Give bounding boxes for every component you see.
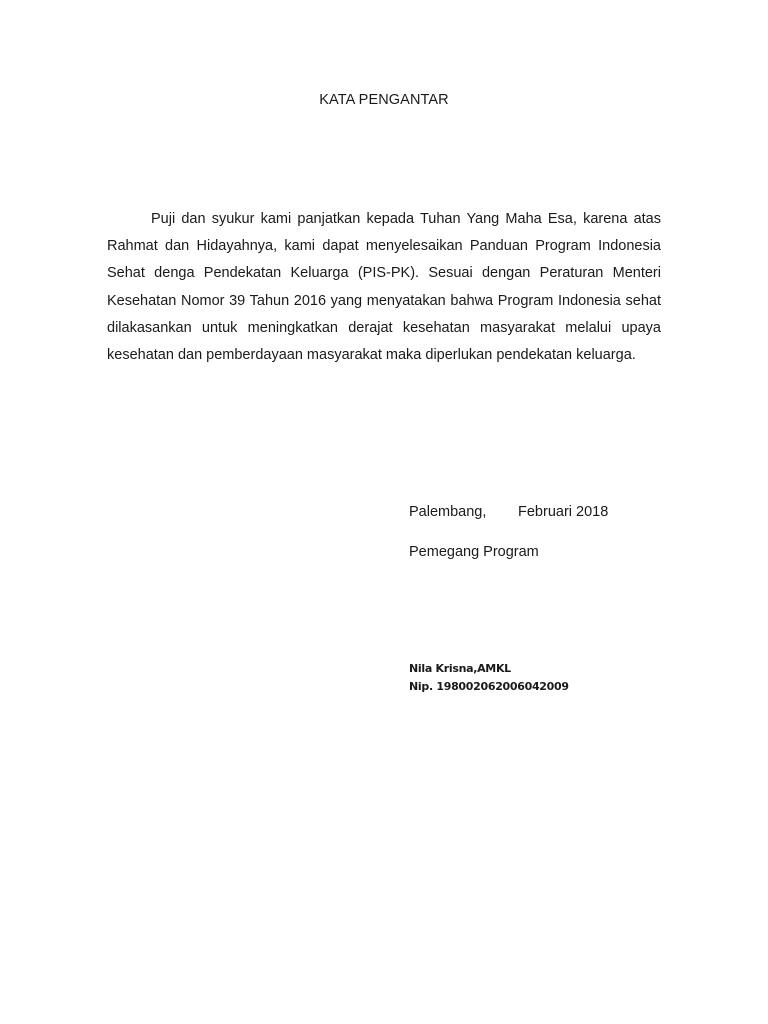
signature-role: Pemegang Program	[409, 544, 539, 560]
signature-block	[409, 500, 729, 564]
body-paragraph: Puji dan syukur kami panjatkan kepada Tuhan Yang Maha Esa, karena atas Rahmat dan Hidayahnya, kami dapat menyelesaikan Panduan Program Indonesia Sehat denga Pendekatan Keluarga (PIS-PK). Sesuai dengan Peraturan Menteri Kesehatan Nomor 39 Tahun 2016 yang menyatakan bahwa Program Indonesia sehat dilakasankan untuk meningkatkan derajat kesehatan masyarakat melalui upaya kesehatan dan pemberdayaan masyarakat maka diperlukan pendekatan keluarga.	[107, 211, 661, 364]
signature-date: Februari 2018	[518, 504, 609, 520]
place-date-line	[409, 500, 729, 524]
signer-name: Nila Krisna,AMKL	[409, 662, 511, 675]
signer-info	[409, 660, 569, 696]
page-title: KATA PENGANTAR	[319, 92, 449, 108]
signature-place: Palembang,	[409, 504, 487, 520]
signer-nip: Nip. 198002062006042009	[409, 680, 569, 693]
